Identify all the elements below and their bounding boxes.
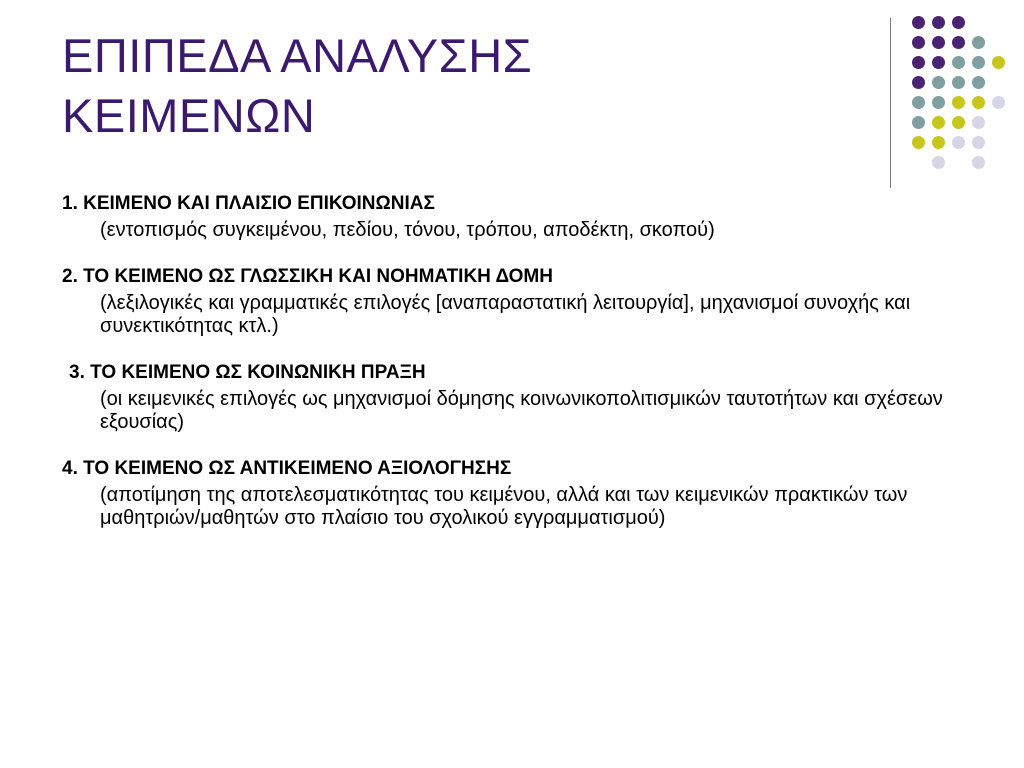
decorative-dot: [972, 156, 985, 169]
slide-title-line-1: ΕΠΙΠΕΔΑ ΑΝΑΛΥΣΗΣ: [62, 29, 533, 82]
decorative-dot: [952, 16, 965, 29]
slide-title-line-2: ΚΕΙΜΕΝΩΝ: [62, 89, 316, 142]
item-heading: 1. ΚΕΙΜΕΝΟ ΚΑΙ ΠΛΑΙΣΙΟ ΕΠΙΚΟΙΝΩΝΙΑΣ: [62, 193, 435, 214]
content-item-4: [62, 457, 982, 530]
decorative-dot: [952, 136, 965, 149]
decorative-dot: [972, 136, 985, 149]
decorative-dot: [912, 16, 925, 29]
decorative-dot: [932, 56, 945, 69]
decorative-dot: [932, 36, 945, 49]
item-heading: 3. ΤΟ ΚΕΙΜΕΝΟ ΩΣ ΚΟΙΝΩΝΙΚΗ ΠΡΑΞΗ: [69, 362, 426, 383]
decorative-dot: [932, 16, 945, 29]
decorative-dot: [912, 96, 925, 109]
item-description: (εντοπισμός συγκειμένου, πεδίου, τόνου, τρόπου, αποδέκτη, σκοπού): [100, 219, 715, 241]
decorative-dot: [912, 136, 925, 149]
decorative-dot: [952, 56, 965, 69]
decorative-dot: [932, 136, 945, 149]
decorative-dot: [952, 36, 965, 49]
decorative-dot: [972, 56, 985, 69]
decorative-dot: [972, 116, 985, 129]
decorative-dot: [932, 96, 945, 109]
content-item-2: [62, 265, 982, 338]
decorative-dot: [972, 76, 985, 89]
item-description: (οι κειμενικές επιλογές ως μηχανισμοί δόμησης κοινωνικοπολιτισμικών ταυτοτήτων και σχέσεων εξουσίας): [100, 388, 943, 433]
decorative-dot: [932, 156, 945, 169]
title-divider-line: [890, 18, 891, 188]
decorative-dot: [992, 96, 1005, 109]
slide-content: [62, 192, 982, 553]
content-item-1: [62, 192, 982, 242]
decorative-dot: [912, 36, 925, 49]
decorative-dot: [912, 116, 925, 129]
decorative-dot: [952, 76, 965, 89]
decorative-dot: [972, 96, 985, 109]
item-description: (αποτίμηση της αποτελεσματικότητας του κειμένου, αλλά και των κειμενικών πρακτικών των μαθητριών/μαθητών στο πλαίσιο του σχολικού εγγραμματισμού): [100, 484, 908, 529]
content-item-3: [62, 361, 982, 434]
decorative-dot: [952, 96, 965, 109]
decorative-dot: [912, 56, 925, 69]
decorative-dot: [952, 116, 965, 129]
decorative-dot: [932, 76, 945, 89]
item-heading: 2. ΤΟ ΚΕΙΜΕΝΟ ΩΣ ΓΛΩΣΣΙΚΗ ΚΑΙ ΝΟΗΜΑΤΙΚΗ ΔΟΜΗ: [62, 266, 553, 287]
slide-title: [62, 26, 862, 146]
item-heading: 4. ΤΟ ΚΕΙΜΕΝΟ ΩΣ ΑΝΤΙΚΕΙΜΕΝΟ ΑΞΙΟΛΟΓΗΣΗΣ: [62, 458, 512, 479]
decorative-dot: [972, 36, 985, 49]
decorative-dot: [912, 76, 925, 89]
decorative-dot: [992, 56, 1005, 69]
decorative-dot: [932, 116, 945, 129]
item-description: (λεξιλογικές και γραμματικές επιλογές [αναπαραστατική λειτουργία], μηχανισμοί συνοχής και συνεκτικότητας κτλ.): [100, 292, 911, 337]
